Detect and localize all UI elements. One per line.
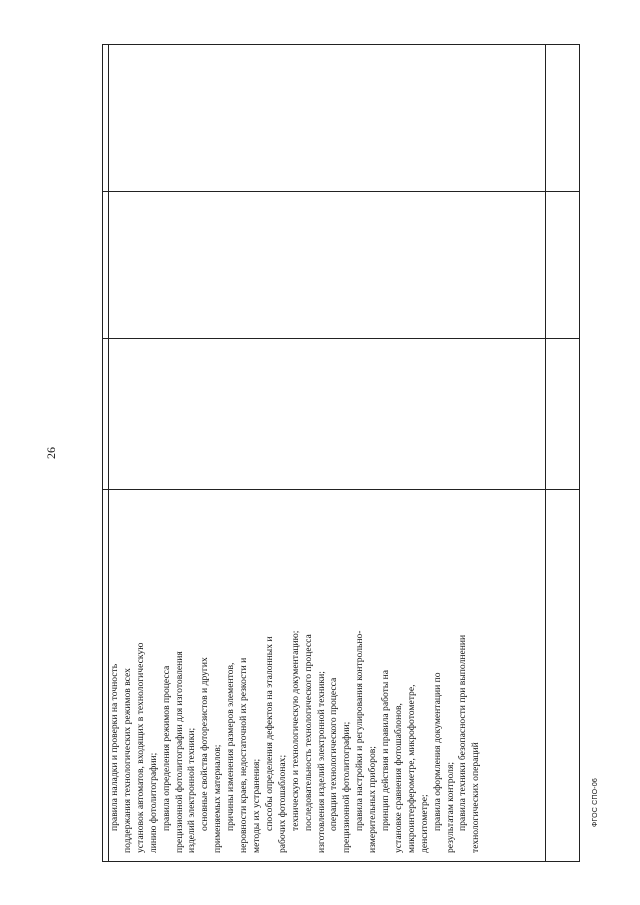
competency-table <box>102 44 580 862</box>
text-line: рабочих фотошаблонах; <box>276 754 288 853</box>
text-line: установке сравнения фотошаблонов, <box>392 703 404 853</box>
text-line: техническую и технологическую документацию; <box>289 630 301 831</box>
text-line: прецизионной фотолитографии для изготовления <box>173 651 185 853</box>
text-line: изготовления изделий электронной техники; <box>315 671 327 853</box>
text-line: принцип действия и правила работы на <box>380 669 392 831</box>
text-line: результатам контроля; <box>444 761 456 853</box>
text-line: правила техники безопасности при выполнении <box>457 634 469 831</box>
text-line: причины изменения размеров элементов, <box>225 662 237 831</box>
text-line: способы определения дефектов на эталонных и <box>263 636 275 831</box>
text-line: технологических операций <box>470 742 482 853</box>
knowledge-list-cell <box>103 490 579 861</box>
document-footer: ФГОС СПО-06 <box>592 777 599 827</box>
text-line: линию фотолитографии; <box>147 752 159 853</box>
text-line: правила оформления документации по <box>431 672 443 831</box>
text-line: поддержания технологических режимов всех <box>121 668 133 853</box>
text-line: правила определения режимов процесса <box>160 665 172 831</box>
text-line: операции технологического процесса <box>328 677 340 831</box>
text-line: правила настройки и регулирования контрольно- <box>354 630 366 831</box>
page-number: 26 <box>44 447 58 459</box>
text-line: последовательность технологического процесса <box>302 634 314 831</box>
text-line: правила наладки и проверки на точность <box>109 663 120 831</box>
text-line: методы их устранения; <box>250 758 262 853</box>
text-line: установок автоматов, входящих в технологическую <box>134 642 146 853</box>
text-line: измерительных приборов; <box>367 746 379 853</box>
text-line: микроинтерферометре, микрофотометре, <box>405 684 417 853</box>
table-column-divider <box>103 338 579 339</box>
text-line: денситометре; <box>418 794 430 853</box>
text-line: прецизионной фотолитографии; <box>341 721 353 853</box>
text-line: изделий электронной техники; <box>186 727 198 853</box>
table-column-divider <box>103 191 579 192</box>
text-line: основные свойства фоторезистов и других <box>199 657 211 831</box>
text-line: применяемых материалов; <box>212 744 224 853</box>
text-line: неровности краев, недостаточной их резкости и <box>238 657 250 853</box>
